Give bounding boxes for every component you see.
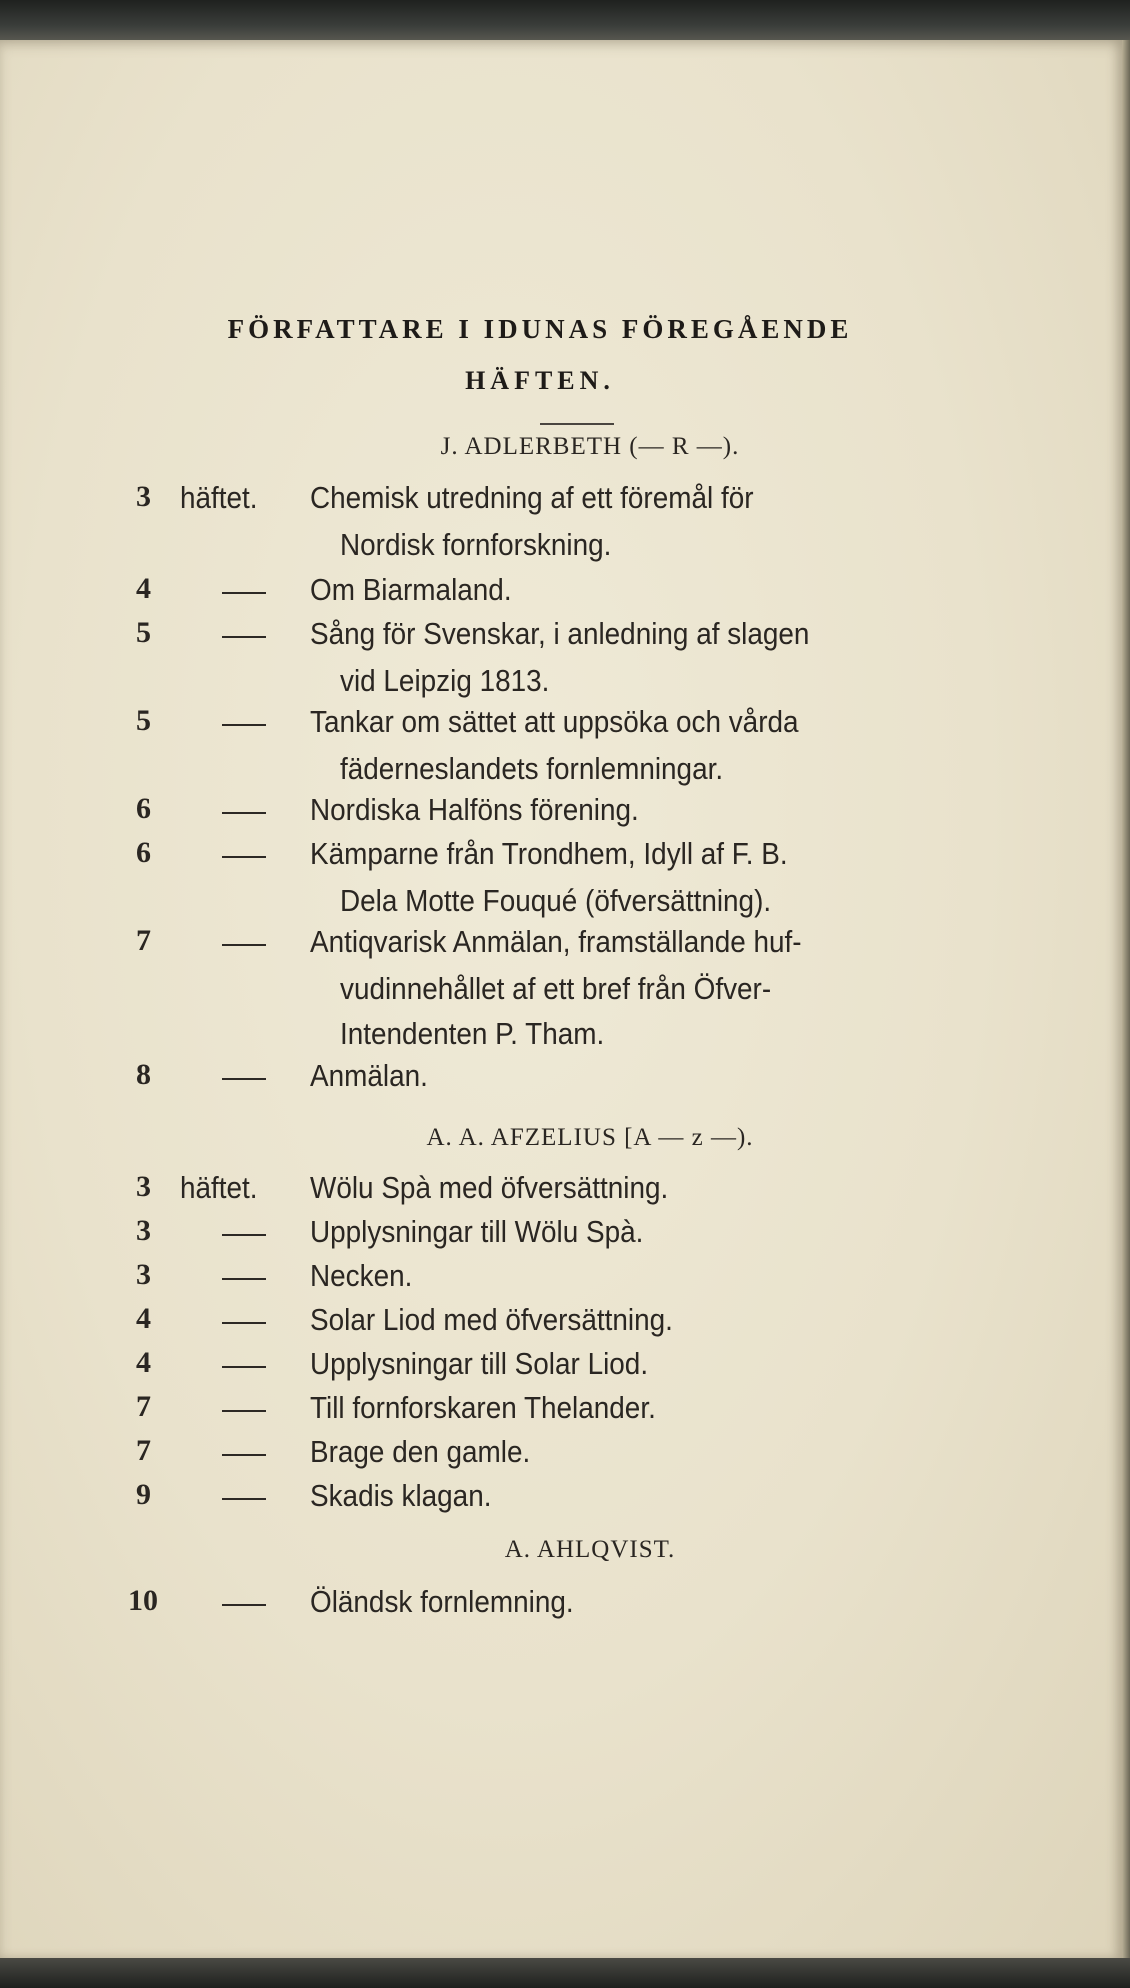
book-bottom-edge	[0, 1958, 1130, 1988]
entry-title-line: Öländsk fornlemning.	[310, 1584, 574, 1619]
issue-dash	[222, 1234, 266, 1236]
entry-title-line: Nordisk fornforskning.	[340, 527, 612, 562]
entry-title-line: Nordiska Halföns förening.	[310, 792, 639, 827]
issue-unit: häftet.	[180, 1170, 258, 1205]
page-heading: FÖRFATTARE I IDUNAS FÖREGÅENDE	[227, 314, 853, 344]
entry-title-line: Chemisk utredning af ett föremål för	[310, 480, 754, 515]
entry-title-line: Brage den gamle.	[310, 1434, 531, 1469]
entry-title-line: Upplysningar till Solar Liod.	[310, 1346, 649, 1381]
issue-dash	[222, 1410, 266, 1412]
issue-dash	[222, 636, 266, 638]
entry-title-line: Tankar om sättet att uppsöka och vårda	[310, 704, 799, 739]
issue-dash	[222, 1322, 266, 1324]
issue-dash	[222, 1278, 266, 1280]
issue-number: 5	[136, 616, 151, 649]
entry-title-line: fäderneslandets fornlemningar.	[340, 751, 724, 786]
entry-title-line: Wölu Spà med öfversättning.	[310, 1170, 669, 1205]
issue-dash	[222, 856, 266, 858]
issue-dash	[222, 1366, 266, 1368]
issue-number: 4	[136, 1302, 151, 1335]
entry-title-line: Solar Liod med öfversättning.	[310, 1302, 673, 1337]
entry-title-line: Sång för Svenskar, i anledning af slagen	[310, 616, 810, 651]
issue-dash	[222, 944, 266, 946]
entry-title-line: Upplysningar till Wölu Spà.	[310, 1214, 644, 1249]
issue-dash	[222, 592, 266, 594]
issue-number: 4	[136, 572, 151, 605]
issue-number: 7	[136, 924, 151, 957]
issue-dash	[222, 724, 266, 726]
issue-number: 3	[136, 1258, 151, 1291]
entry-title-line: Antiqvarisk Anmälan, framställande huf-	[310, 924, 802, 959]
issue-dash	[222, 1498, 266, 1500]
issue-number: 4	[136, 1346, 151, 1379]
issue-number: 9	[136, 1478, 151, 1511]
issue-dash	[222, 1078, 266, 1080]
author-heading: J. ADLERBETH (— R —).	[440, 433, 740, 460]
entry-title-line: Skadis klagan.	[310, 1478, 492, 1513]
heading-rule	[540, 423, 614, 425]
issue-dash	[222, 1604, 266, 1606]
page-right-edge	[1122, 40, 1130, 1958]
issue-number: 10	[128, 1584, 158, 1617]
entry-title-line: Anmälan.	[310, 1058, 428, 1093]
issue-number: 6	[136, 792, 151, 825]
entry-title-line: Om Biarmaland.	[310, 572, 512, 607]
issue-number: 7	[136, 1434, 151, 1467]
page-heading-continued: HÄFTEN.	[465, 366, 615, 395]
author-heading: A. A. AFZELIUS [A — z —).	[426, 1124, 754, 1151]
issue-dash	[222, 1454, 266, 1456]
entry-title-line: Intendenten P. Tham.	[340, 1016, 605, 1051]
entry-title-line: Dela Motte Fouqué (öfversättning).	[340, 883, 772, 918]
issue-unit: häftet.	[180, 480, 258, 515]
book-top-edge	[0, 0, 1130, 42]
entry-title-line: Till fornforskaren Thelander.	[310, 1390, 656, 1425]
issue-number: 7	[136, 1390, 151, 1423]
entry-title-line: vudinnehållet af ett bref från Öfver-	[340, 971, 772, 1006]
issue-number: 8	[136, 1058, 151, 1091]
entry-title-line: vid Leipzig 1813.	[340, 663, 550, 698]
issue-number: 3	[136, 1214, 151, 1247]
author-heading: A. AHLQVIST.	[504, 1536, 676, 1563]
book-page	[0, 40, 1122, 1958]
issue-number: 3	[136, 1170, 151, 1203]
issue-number: 6	[136, 836, 151, 869]
entry-title-line: Kämparne från Trondhem, Idyll af F. B.	[310, 836, 788, 871]
issue-dash	[222, 812, 266, 814]
issue-number: 3	[136, 480, 151, 513]
issue-number: 5	[136, 704, 151, 737]
entry-title-line: Necken.	[310, 1258, 413, 1293]
